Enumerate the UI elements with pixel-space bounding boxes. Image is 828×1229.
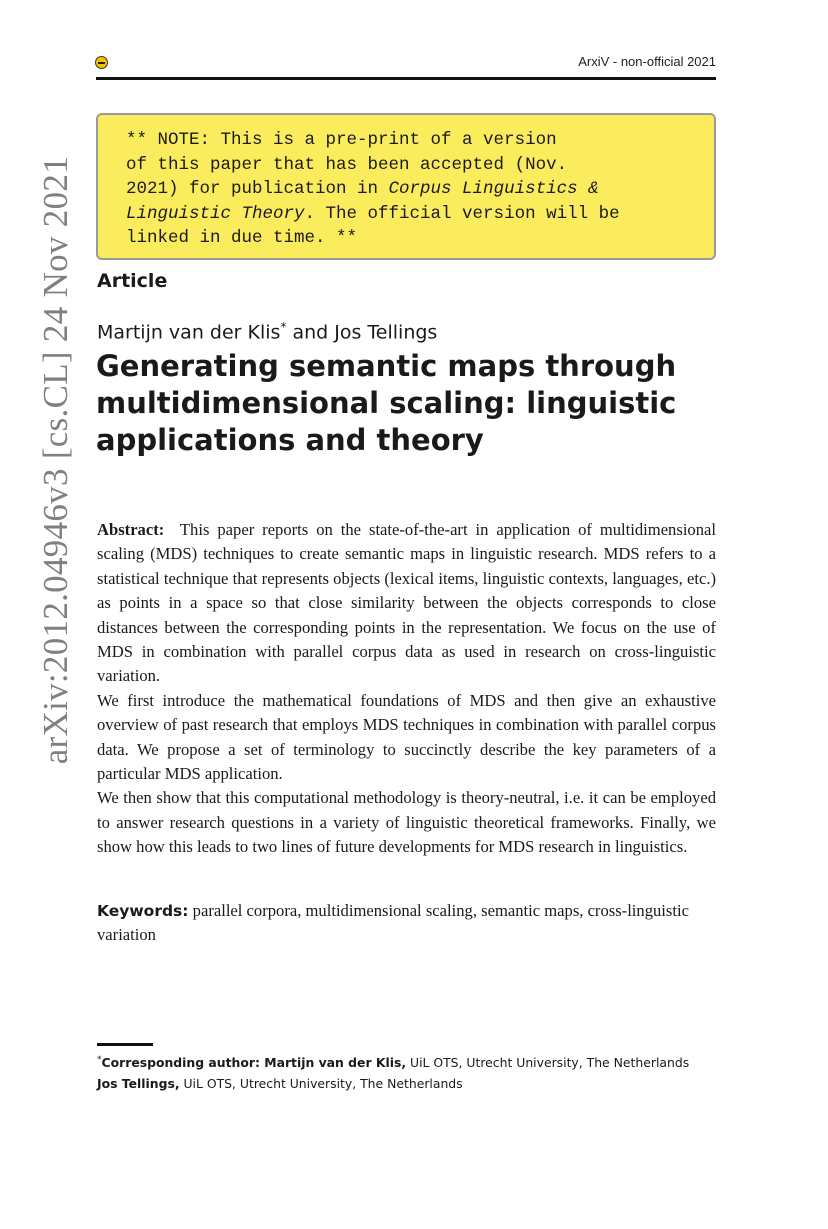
author-name: and Jos Tellings xyxy=(286,321,438,344)
authors-line xyxy=(97,320,437,343)
keywords-label: Keywords: xyxy=(97,902,189,920)
note-line-2: of this paper that has been accepted (Nov. xyxy=(126,154,568,175)
note-line-1: ** NOTE: This is a pre-print of a version xyxy=(126,130,557,150)
footnote-second-author xyxy=(97,1073,737,1094)
note-line-3 xyxy=(126,177,696,202)
keywords xyxy=(97,899,716,948)
footnote-rule xyxy=(97,1043,153,1046)
header-rule xyxy=(96,77,716,80)
journal-name-cont: Linguistic Theory xyxy=(126,203,305,224)
note-text: . The official version will be xyxy=(304,203,620,224)
footnote-text: UiL OTS, Utrecht University, The Netherlands xyxy=(179,1076,463,1092)
running-head: ArxiV - non-official 2021 xyxy=(578,54,716,69)
author-name: Martijn van der Klis xyxy=(97,321,281,344)
abstract-label: Abstract: xyxy=(97,520,165,539)
arxiv-stamp xyxy=(34,130,78,790)
journal-logo-icon xyxy=(95,56,108,69)
footnotes xyxy=(97,1050,737,1094)
abstract-text: This paper reports on the state-of-the-art in application of multidimensional scaling (MDS) techniques to create semantic maps in linguistic research. MDS refers to a statistical technique that represents objects (lexical items, linguistic contexts, languages, etc.) as points in a space so that close similarity between the objects corresponds to close distances between the corresponding points in the representation. We focus on the use of MDS in combination with parallel corpus data as used in research on cross-linguistic variation. xyxy=(97,520,716,686)
note-line-4 xyxy=(126,202,696,227)
arxiv-stamp-text: arXiv:2012.04946v3 [cs.CL] 24 Nov 2021 xyxy=(36,155,75,765)
journal-name: Corpus Linguistics & xyxy=(388,179,599,199)
footnote-label: Jos Tellings, xyxy=(97,1076,180,1092)
abstract-paragraph: We first introduce the mathematical foundations of MDS and then give an exhaustive overview of past research that employs MDS techniques in combination with parallel corpus data. We propose a set of terminology to succinctly describe the key parameters of a particular MDS application. xyxy=(97,690,716,784)
abstract-paragraph xyxy=(97,518,716,689)
keywords-text: parallel corpora, multidimensional scaling, semantic maps, cross-linguistic variation xyxy=(97,901,689,945)
abstract xyxy=(97,518,716,860)
footnote-mark: * xyxy=(97,1055,102,1065)
paper-title: Generating semantic maps through multidimensional scaling: linguistic applications and theory xyxy=(96,349,677,457)
footnote-text: UiL OTS, Utrecht University, The Netherlands xyxy=(406,1055,690,1071)
abstract-paragraph: We then show that this computational methodology is theory-neutral, i.e. it can be employed to answer research questions in a variety of linguistic theoretical frameworks. Finally, we show how this leads to two lines of future developments for MDS research in linguistics. xyxy=(97,788,716,857)
article-type-label: Article xyxy=(97,270,168,292)
note-line-5: linked in due time. ** xyxy=(126,228,358,248)
footnote-mark: * xyxy=(280,320,287,334)
footnote-label: Corresponding author: Martijn van der Klis, xyxy=(101,1055,407,1071)
note-text: 2021) for publication in xyxy=(126,179,389,199)
footnote-corresponding xyxy=(97,1050,737,1073)
preprint-note xyxy=(96,113,716,260)
